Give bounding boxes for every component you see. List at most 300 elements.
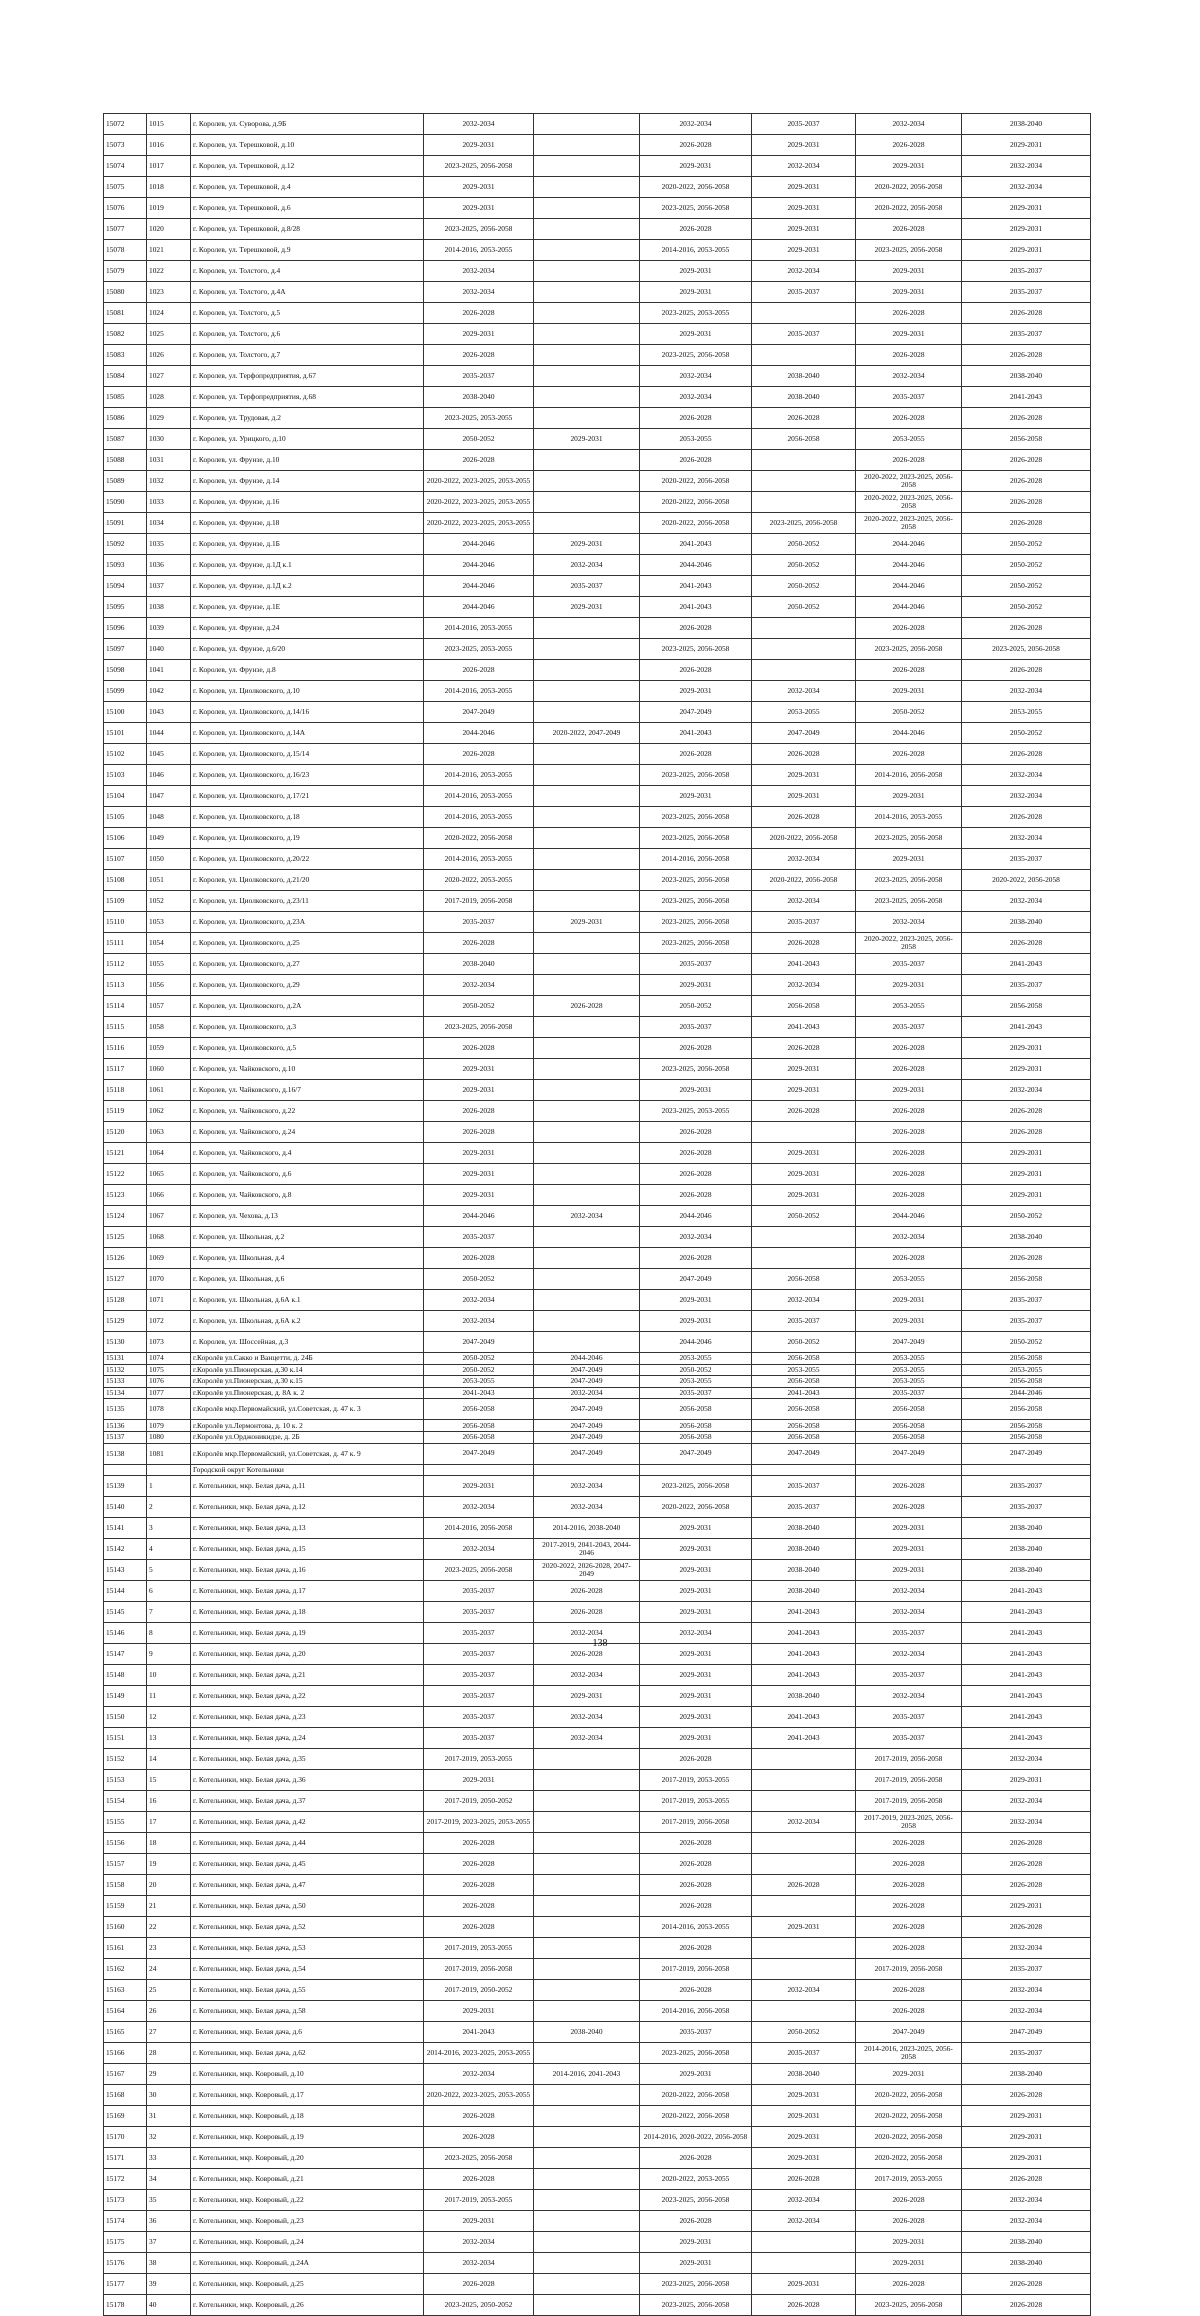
row-number: 15119 (104, 1101, 147, 1122)
table-row (104, 1101, 1091, 1122)
period-col-4: 2026-2028 (752, 1101, 856, 1122)
period-col-5: 2020-2022, 2023-2025, 2056-2058 (856, 492, 962, 513)
period-col-4: 2029-2031 (752, 219, 856, 240)
period-col-3: 2020-2022, 2056-2058 (640, 2106, 752, 2127)
local-number: 1036 (147, 555, 191, 576)
period-col-4: 2026-2028 (752, 1875, 856, 1896)
period-col-6: 2032-2034 (962, 2190, 1091, 2211)
address: г. Королев, ул. Терешковой, д.10 (191, 135, 424, 156)
period-col-4: 2026-2028 (752, 933, 856, 954)
local-number: 1074 (147, 1353, 191, 1365)
table-row (104, 1420, 1091, 1432)
period-col-4 (752, 660, 856, 681)
period-col-6: 2056-2058 (962, 1269, 1091, 1290)
address: г. Королев, ул. Терешковой, д.4 (191, 177, 424, 198)
local-number: 1025 (147, 324, 191, 345)
period-col-6: 2026-2028 (962, 1917, 1091, 1938)
address: г. Королев, ул. Школьная, д.2 (191, 1227, 424, 1248)
local-number: 1062 (147, 1101, 191, 1122)
period-col-2 (534, 114, 640, 135)
period-col-5: 2023-2025, 2056-2058 (856, 639, 962, 660)
period-col-4 (752, 303, 856, 324)
table-row (104, 219, 1091, 240)
period-col-5: 2023-2025, 2056-2058 (856, 870, 962, 891)
row-number: 15111 (104, 933, 147, 954)
period-col-4: 2041-2043 (752, 1728, 856, 1749)
table-row (104, 471, 1091, 492)
table-row (104, 2169, 1091, 2190)
period-col-1: 2041-2043 (424, 2022, 534, 2043)
address: г.Королёв мкр.Первомайский, ул.Советская, д. 47 к. 3 (191, 1399, 424, 1420)
local-number: 14 (147, 1749, 191, 1770)
period-col-4: 2032-2034 (752, 891, 856, 912)
address: г. Котельники, мкр. Ковровый, д.26 (191, 2295, 424, 2316)
period-col-6: 2029-2031 (962, 2127, 1091, 2148)
period-col-4 (752, 1227, 856, 1248)
address: г.Королёв ул.Лермонтова, д. 10 к. 2 (191, 1420, 424, 1432)
period-col-1: 2038-2040 (424, 954, 534, 975)
period-col-5: 2026-2028 (856, 2211, 962, 2232)
period-col-2 (534, 2148, 640, 2169)
period-col-3: 2023-2025, 2056-2058 (640, 765, 752, 786)
table-row (104, 1581, 1091, 1602)
period-col-6: 2026-2028 (962, 1854, 1091, 1875)
period-col-6: 2041-2043 (962, 954, 1091, 975)
address: г.Королёв ул.Сакко и Ванцетти, д. 24Б (191, 1353, 424, 1365)
local-number: 1026 (147, 345, 191, 366)
period-col-3: 2029-2031 (640, 1539, 752, 1560)
period-col-4 (752, 1749, 856, 1770)
row-number: 15073 (104, 135, 147, 156)
table-row (104, 1476, 1091, 1497)
period-col-1: 2026-2028 (424, 2106, 534, 2127)
period-col-1: 2050-2052 (424, 1364, 534, 1376)
table-row (104, 135, 1091, 156)
table-row (104, 2064, 1091, 2085)
period-col-6: 2026-2028 (962, 450, 1091, 471)
period-col-3: 2035-2037 (640, 1387, 752, 1399)
table-row (104, 1443, 1091, 1464)
period-col-3 (640, 1464, 752, 1476)
period-col-6: 2050-2052 (962, 597, 1091, 618)
period-col-2 (534, 1017, 640, 1038)
period-col-3: 2017-2019, 2056-2058 (640, 1812, 752, 1833)
period-col-5: 2026-2028 (856, 2001, 962, 2022)
local-number: 11 (147, 1686, 191, 1707)
local-number: 1040 (147, 639, 191, 660)
row-number: 15095 (104, 597, 147, 618)
period-col-4: 2050-2052 (752, 576, 856, 597)
period-col-3: 2026-2028 (640, 1875, 752, 1896)
period-col-3: 2035-2037 (640, 1017, 752, 1038)
period-col-3: 2029-2031 (640, 1644, 752, 1665)
period-col-5: 2026-2028 (856, 2274, 962, 2295)
period-col-4: 2041-2043 (752, 1017, 856, 1038)
period-col-3: 2026-2028 (640, 1143, 752, 1164)
period-col-5: 2029-2031 (856, 156, 962, 177)
local-number: 20 (147, 1875, 191, 1896)
period-col-1: 2014-2016, 2053-2055 (424, 786, 534, 807)
table-row (104, 1353, 1091, 1365)
period-col-6: 2029-2031 (962, 2106, 1091, 2127)
period-col-5: 2026-2028 (856, 744, 962, 765)
period-col-2 (534, 891, 640, 912)
table-row (104, 2253, 1091, 2274)
row-number: 15135 (104, 1399, 147, 1420)
period-col-5: 2029-2031 (856, 1539, 962, 1560)
period-col-3: 2029-2031 (640, 975, 752, 996)
table-row (104, 1364, 1091, 1376)
local-number: 1018 (147, 177, 191, 198)
address: г. Королев, ул. Фрунзе, д.10 (191, 450, 424, 471)
table-row (104, 1833, 1091, 1854)
table-row (104, 1227, 1091, 1248)
table-row (104, 1791, 1091, 1812)
period-col-3: 2029-2031 (640, 2232, 752, 2253)
period-col-2 (534, 870, 640, 891)
address: г. Котельники, мкр. Белая дача, д.54 (191, 1959, 424, 1980)
period-col-6: 2026-2028 (962, 744, 1091, 765)
local-number: 1047 (147, 786, 191, 807)
period-col-3: 2023-2025, 2056-2058 (640, 2274, 752, 2295)
table-row (104, 2190, 1091, 2211)
period-col-5: 2044-2046 (856, 576, 962, 597)
row-number: 15160 (104, 1917, 147, 1938)
period-col-3: 2029-2031 (640, 1080, 752, 1101)
table-row (104, 1602, 1091, 1623)
address: г. Королев, ул. Чайковского, д.10 (191, 1059, 424, 1080)
table-row (104, 828, 1091, 849)
row-number: 15120 (104, 1122, 147, 1143)
period-col-2 (534, 1269, 640, 1290)
period-col-5: 2035-2037 (856, 1387, 962, 1399)
period-col-1: 2014-2016, 2053-2055 (424, 681, 534, 702)
period-col-3: 2023-2025, 2056-2058 (640, 639, 752, 660)
period-col-3: 2026-2028 (640, 1248, 752, 1269)
row-number: 15123 (104, 1185, 147, 1206)
period-col-5: 2029-2031 (856, 1080, 962, 1101)
table-row (104, 261, 1091, 282)
period-col-3: 2026-2028 (640, 1854, 752, 1875)
period-col-3: 2026-2028 (640, 2148, 752, 2169)
local-number: 1050 (147, 849, 191, 870)
period-col-3: 2026-2028 (640, 135, 752, 156)
row-number: 15159 (104, 1896, 147, 1917)
period-col-3: 2023-2025, 2056-2058 (640, 828, 752, 849)
table-row (104, 429, 1091, 450)
period-col-5: 2044-2046 (856, 555, 962, 576)
table-row (104, 1812, 1091, 1833)
local-number: 1053 (147, 912, 191, 933)
local-number: 1039 (147, 618, 191, 639)
row-number: 15133 (104, 1376, 147, 1388)
row-number: 15089 (104, 471, 147, 492)
local-number: 16 (147, 1791, 191, 1812)
period-col-6: 2053-2055 (962, 702, 1091, 723)
period-col-4 (752, 492, 856, 513)
address: г. Котельники, мкр. Белая дача, д.50 (191, 1896, 424, 1917)
period-col-4 (752, 345, 856, 366)
table-row (104, 1431, 1091, 1443)
period-col-2 (534, 786, 640, 807)
local-number: 1080 (147, 1431, 191, 1443)
local-number: 1057 (147, 996, 191, 1017)
period-col-1: 2041-2043 (424, 1387, 534, 1399)
period-col-1: 2026-2028 (424, 2274, 534, 2295)
period-col-6: 2041-2043 (962, 1728, 1091, 1749)
table-row (104, 1770, 1091, 1791)
period-col-2: 2029-2031 (534, 912, 640, 933)
period-col-2: 2035-2037 (534, 576, 640, 597)
period-col-4: 2029-2031 (752, 1917, 856, 1938)
table-row (104, 1938, 1091, 1959)
period-col-6: 2032-2034 (962, 2001, 1091, 2022)
period-col-4: 2056-2058 (752, 1376, 856, 1388)
local-number: 1016 (147, 135, 191, 156)
period-col-2 (534, 198, 640, 219)
address: г. Королев, ул. Толстого, д.6 (191, 324, 424, 345)
local-number: 1034 (147, 513, 191, 534)
period-col-5: 2026-2028 (856, 1875, 962, 1896)
period-col-5: 2026-2028 (856, 1248, 962, 1269)
period-col-6: 2056-2058 (962, 429, 1091, 450)
period-col-4 (752, 1464, 856, 1476)
period-col-4: 2056-2058 (752, 1269, 856, 1290)
address: г. Котельники, мкр. Белая дача, д.53 (191, 1938, 424, 1959)
period-col-1: 2044-2046 (424, 723, 534, 744)
period-col-2 (534, 219, 640, 240)
period-col-1: 2029-2031 (424, 177, 534, 198)
period-col-6: 2029-2031 (962, 1143, 1091, 1164)
table-row (104, 1143, 1091, 1164)
table-row (104, 2295, 1091, 2316)
period-col-2 (534, 1143, 640, 1164)
table-row (104, 639, 1091, 660)
table-row (104, 681, 1091, 702)
period-col-2 (534, 1464, 640, 1476)
local-number: 4 (147, 1539, 191, 1560)
period-col-1: 2014-2016, 2023-2025, 2053-2055 (424, 2043, 534, 2064)
period-col-4: 2038-2040 (752, 1518, 856, 1539)
period-col-4: 2026-2028 (752, 2295, 856, 2316)
period-col-3: 2044-2046 (640, 1206, 752, 1227)
period-col-1: 2032-2034 (424, 975, 534, 996)
period-col-2 (534, 1080, 640, 1101)
row-number: 15116 (104, 1038, 147, 1059)
period-col-5: 2026-2028 (856, 219, 962, 240)
period-col-2 (534, 1248, 640, 1269)
table-row (104, 2085, 1091, 2106)
local-number: 36 (147, 2211, 191, 2232)
local-number: 1058 (147, 1017, 191, 1038)
period-col-5: 2020-2022, 2056-2058 (856, 2127, 962, 2148)
period-col-1: 2020-2022, 2023-2025, 2053-2055 (424, 492, 534, 513)
period-col-2 (534, 2274, 640, 2295)
period-col-1: 2020-2022, 2056-2058 (424, 828, 534, 849)
address: г. Котельники, мкр. Ковровый, д.23 (191, 2211, 424, 2232)
table-row (104, 1038, 1091, 1059)
local-number: 19 (147, 1854, 191, 1875)
address: г. Котельники, мкр. Белая дача, д.35 (191, 1749, 424, 1770)
address: г. Королев, ул. Фрунзе, д.6/20 (191, 639, 424, 660)
table-row (104, 534, 1091, 555)
period-col-6: 2050-2052 (962, 555, 1091, 576)
table-row (104, 744, 1091, 765)
period-col-3: 2023-2025, 2056-2058 (640, 2190, 752, 2211)
table-body (104, 114, 1091, 2316)
period-col-3: 2017-2019, 2053-2055 (640, 1791, 752, 1812)
row-number: 15177 (104, 2274, 147, 2295)
local-number: 6 (147, 1581, 191, 1602)
period-col-3: 2023-2025, 2056-2058 (640, 912, 752, 933)
local-number: 1066 (147, 1185, 191, 1206)
period-col-3: 2032-2034 (640, 366, 752, 387)
address: г. Котельники, мкр. Белая дача, д.13 (191, 1518, 424, 1539)
period-col-1: 2026-2028 (424, 1854, 534, 1875)
table-row (104, 1017, 1091, 1038)
local-number: 1049 (147, 828, 191, 849)
period-col-5: 2029-2031 (856, 786, 962, 807)
period-col-5: 2017-2019, 2056-2058 (856, 1791, 962, 1812)
table-row (104, 1875, 1091, 1896)
period-col-5: 2017-2019, 2053-2055 (856, 2169, 962, 2190)
period-col-3: 2020-2022, 2056-2058 (640, 471, 752, 492)
period-col-1: 2017-2019, 2050-2052 (424, 1791, 534, 1812)
period-col-6: 2032-2034 (962, 1749, 1091, 1770)
period-col-1: 2029-2031 (424, 324, 534, 345)
period-col-5: 2056-2058 (856, 1399, 962, 1420)
period-col-1: 2053-2055 (424, 1376, 534, 1388)
row-number: 15082 (104, 324, 147, 345)
address: г. Котельники, мкр. Белая дача, д.12 (191, 1497, 424, 1518)
local-number: 23 (147, 1938, 191, 1959)
period-col-1: 2023-2025, 2050-2052 (424, 2295, 534, 2316)
period-col-4: 2026-2028 (752, 807, 856, 828)
period-col-4: 2032-2034 (752, 681, 856, 702)
row-number: 15132 (104, 1364, 147, 1376)
period-col-2: 2029-2031 (534, 1686, 640, 1707)
period-col-6: 2041-2043 (962, 1602, 1091, 1623)
period-col-2 (534, 1959, 640, 1980)
period-col-5: 2020-2022, 2056-2058 (856, 2148, 962, 2169)
table-row (104, 954, 1091, 975)
period-col-1: 2032-2034 (424, 2232, 534, 2253)
local-number: 1037 (147, 576, 191, 597)
period-col-5: 2020-2022, 2023-2025, 2056-2058 (856, 513, 962, 534)
period-col-3: 2026-2028 (640, 1122, 752, 1143)
period-col-6: 2032-2034 (962, 177, 1091, 198)
period-col-3: 2041-2043 (640, 576, 752, 597)
row-number: 15078 (104, 240, 147, 261)
period-col-5: 2056-2058 (856, 1431, 962, 1443)
table-row (104, 849, 1091, 870)
local-number: 1073 (147, 1332, 191, 1353)
row-number: 15142 (104, 1539, 147, 1560)
period-col-1: 2035-2037 (424, 912, 534, 933)
period-col-5: 2035-2037 (856, 1017, 962, 1038)
period-col-6: 2026-2028 (962, 2295, 1091, 2316)
period-col-2 (534, 2232, 640, 2253)
row-number: 15124 (104, 1206, 147, 1227)
local-number: 1033 (147, 492, 191, 513)
period-col-5: 2029-2031 (856, 1518, 962, 1539)
period-col-3: 2041-2043 (640, 597, 752, 618)
local-number: 32 (147, 2127, 191, 2148)
period-col-5: 2029-2031 (856, 324, 962, 345)
address: г. Королев, ул. Урицкого, д.10 (191, 429, 424, 450)
local-number: 17 (147, 1812, 191, 1833)
period-col-2 (534, 1122, 640, 1143)
period-col-2: 2026-2028 (534, 1644, 640, 1665)
address: г. Королев, ул. Фрунзе, д.14 (191, 471, 424, 492)
period-col-2 (534, 744, 640, 765)
period-col-6: 2029-2031 (962, 1059, 1091, 1080)
period-col-2: 2029-2031 (534, 429, 640, 450)
local-number: 1070 (147, 1269, 191, 1290)
period-col-5: 2026-2028 (856, 1122, 962, 1143)
period-col-3: 2047-2049 (640, 1269, 752, 1290)
period-col-5: 2020-2022, 2056-2058 (856, 177, 962, 198)
period-col-1: 2035-2037 (424, 1623, 534, 1644)
local-number: 5 (147, 1560, 191, 1581)
period-col-5: 2020-2022, 2056-2058 (856, 2106, 962, 2127)
period-col-1: 2026-2028 (424, 933, 534, 954)
period-col-1: 2029-2031 (424, 1164, 534, 1185)
local-number: 1029 (147, 408, 191, 429)
period-col-6: 2038-2040 (962, 114, 1091, 135)
local-number: 1059 (147, 1038, 191, 1059)
period-col-4: 2056-2058 (752, 1420, 856, 1432)
period-col-1: 2047-2049 (424, 1332, 534, 1353)
row-number: 15157 (104, 1854, 147, 1875)
period-col-5: 2023-2025, 2056-2058 (856, 2295, 962, 2316)
address: г. Королев, ул. Толстого, д.4 (191, 261, 424, 282)
period-col-2: 2029-2031 (534, 597, 640, 618)
period-col-5: 2029-2031 (856, 2253, 962, 2274)
row-number: 15109 (104, 891, 147, 912)
address: г. Котельники, мкр. Белая дача, д.19 (191, 1623, 424, 1644)
period-col-2 (534, 2106, 640, 2127)
period-col-5: 2026-2028 (856, 1185, 962, 1206)
period-col-3: 2029-2031 (640, 786, 752, 807)
period-col-2 (534, 639, 640, 660)
address: г. Котельники, мкр. Белая дача, д.22 (191, 1686, 424, 1707)
table-row (104, 555, 1091, 576)
period-col-6: 2029-2031 (962, 1185, 1091, 1206)
local-number: 35 (147, 2190, 191, 2211)
address: г.Королёв ул.Пионерская, д.30 к.15 (191, 1376, 424, 1388)
table-row (104, 1248, 1091, 1269)
table-row (104, 1164, 1091, 1185)
period-col-2 (534, 2253, 640, 2274)
period-col-4: 2056-2058 (752, 996, 856, 1017)
period-col-3: 2029-2031 (640, 1665, 752, 1686)
period-col-1: 2026-2028 (424, 2127, 534, 2148)
period-col-3: 2056-2058 (640, 1431, 752, 1443)
address: г. Королев, ул. Фрунзе, д.8 (191, 660, 424, 681)
row-number: 15106 (104, 828, 147, 849)
period-col-1: 2056-2058 (424, 1420, 534, 1432)
period-col-5: 2014-2016, 2053-2055 (856, 807, 962, 828)
period-col-4: 2029-2031 (752, 1059, 856, 1080)
period-col-4: 2032-2034 (752, 1980, 856, 2001)
row-number: 15153 (104, 1770, 147, 1791)
period-col-5: 2020-2022, 2056-2058 (856, 2085, 962, 2106)
table-row (104, 1518, 1091, 1539)
period-col-5: 2032-2034 (856, 1644, 962, 1665)
local-number: 21 (147, 1896, 191, 1917)
row-number: 15174 (104, 2211, 147, 2232)
